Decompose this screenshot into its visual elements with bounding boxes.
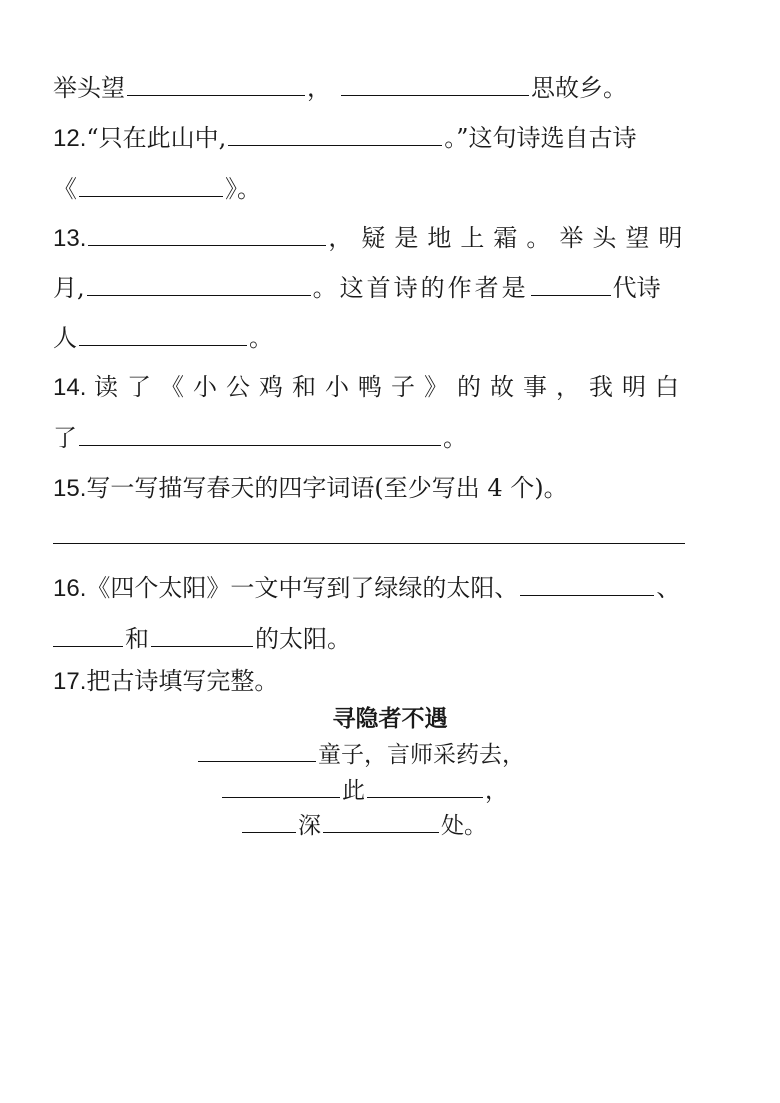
poem-blank-1[interactable]	[198, 737, 316, 762]
q16-line-2	[53, 622, 351, 654]
q11-prefix: 举头望	[53, 74, 125, 102]
q14-number: 14.	[53, 374, 87, 401]
poem-line-2	[222, 773, 508, 807]
q12-open: “只在此山中,	[86, 124, 227, 152]
q11-blank-1[interactable]	[127, 71, 305, 96]
q14-text-1: 读了《小公鸡和小鸭子》的故事，我明白	[94, 373, 689, 401]
poem-blank-4[interactable]	[242, 808, 296, 833]
q13-text2-mid: 。这首诗的作者是	[312, 274, 529, 302]
q13-blank-1[interactable]	[88, 221, 326, 246]
poem-line1-text: 童子，言师采药去，	[318, 742, 525, 768]
q14-text2-suffix: 。	[443, 424, 467, 452]
q15-answer-line[interactable]	[53, 543, 685, 544]
q13-blank-4[interactable]	[79, 321, 247, 346]
q11-suffix: 思故乡。	[531, 74, 627, 102]
q17-line	[53, 665, 278, 697]
q13-text-1: ，疑是地上霜。举头望明	[328, 224, 692, 252]
q16-blank-1[interactable]	[520, 571, 654, 596]
poem-title: 寻隐者不遇	[332, 705, 448, 732]
q13-line-1	[53, 221, 691, 253]
q16-text1-end: 、	[656, 574, 681, 602]
q13-line-2	[53, 271, 661, 303]
q14-line-1	[53, 371, 688, 403]
poem-line2-mid: 此	[342, 778, 365, 804]
q12-line-1	[53, 121, 637, 153]
q17-number: 17.	[53, 668, 87, 695]
q16-blank-2[interactable]	[53, 622, 123, 647]
q15-number: 15.	[53, 475, 87, 502]
q14-line-2	[53, 421, 467, 453]
q16-number: 16.	[53, 575, 87, 602]
q16-text-1: 《四个太阳》一文中写到了绿绿的太阳、	[86, 574, 519, 602]
q15-line	[53, 472, 568, 504]
poem-line3-end: 处。	[441, 813, 487, 839]
q12-close: 。”这句诗选自古诗	[444, 124, 637, 152]
q17-text: 把古诗填写完整。	[86, 667, 279, 695]
q13-text2-suffix: 代诗	[612, 274, 661, 302]
poem-line3-mid: 深	[298, 813, 321, 839]
poem-blank-2[interactable]	[222, 773, 340, 798]
poem-line2-end: ，	[485, 778, 508, 804]
q13-blank-2[interactable]	[87, 271, 311, 296]
q12-blank-2[interactable]	[79, 172, 223, 197]
q12-line-2	[53, 172, 261, 204]
poem-blank-5[interactable]	[323, 808, 439, 833]
q13-text3-suffix: 。	[249, 324, 273, 352]
poem-blank-3[interactable]	[367, 773, 483, 798]
q12-book-open: 《	[53, 175, 77, 203]
q16-text2-mid: 和	[125, 625, 149, 653]
q14-text2-prefix: 了	[53, 424, 77, 452]
q12-blank-1[interactable]	[228, 121, 442, 146]
q16-blank-3[interactable]	[151, 622, 253, 647]
q15-text: 写一写描写春天的四字词语(至少写出 4 个)。	[86, 474, 568, 502]
q11-blank-2[interactable]	[341, 71, 529, 96]
q12-number: 12.	[53, 125, 87, 152]
poem-line-1	[198, 737, 525, 771]
q13-text3-prefix: 人	[53, 324, 77, 352]
q12-book-close: 》。	[225, 175, 261, 203]
q14-blank-1[interactable]	[79, 421, 441, 446]
q13-number: 13.	[53, 225, 87, 252]
q13-text2-prefix: 月,	[53, 274, 85, 302]
q11-sep: ，	[307, 74, 331, 102]
q16-line-1	[53, 571, 680, 603]
q16-text2-suffix: 的太阳。	[255, 625, 351, 653]
q13-line-3	[53, 321, 273, 353]
poem-line-3	[242, 808, 487, 842]
q11-line	[53, 71, 627, 103]
q13-blank-3[interactable]	[531, 271, 611, 296]
